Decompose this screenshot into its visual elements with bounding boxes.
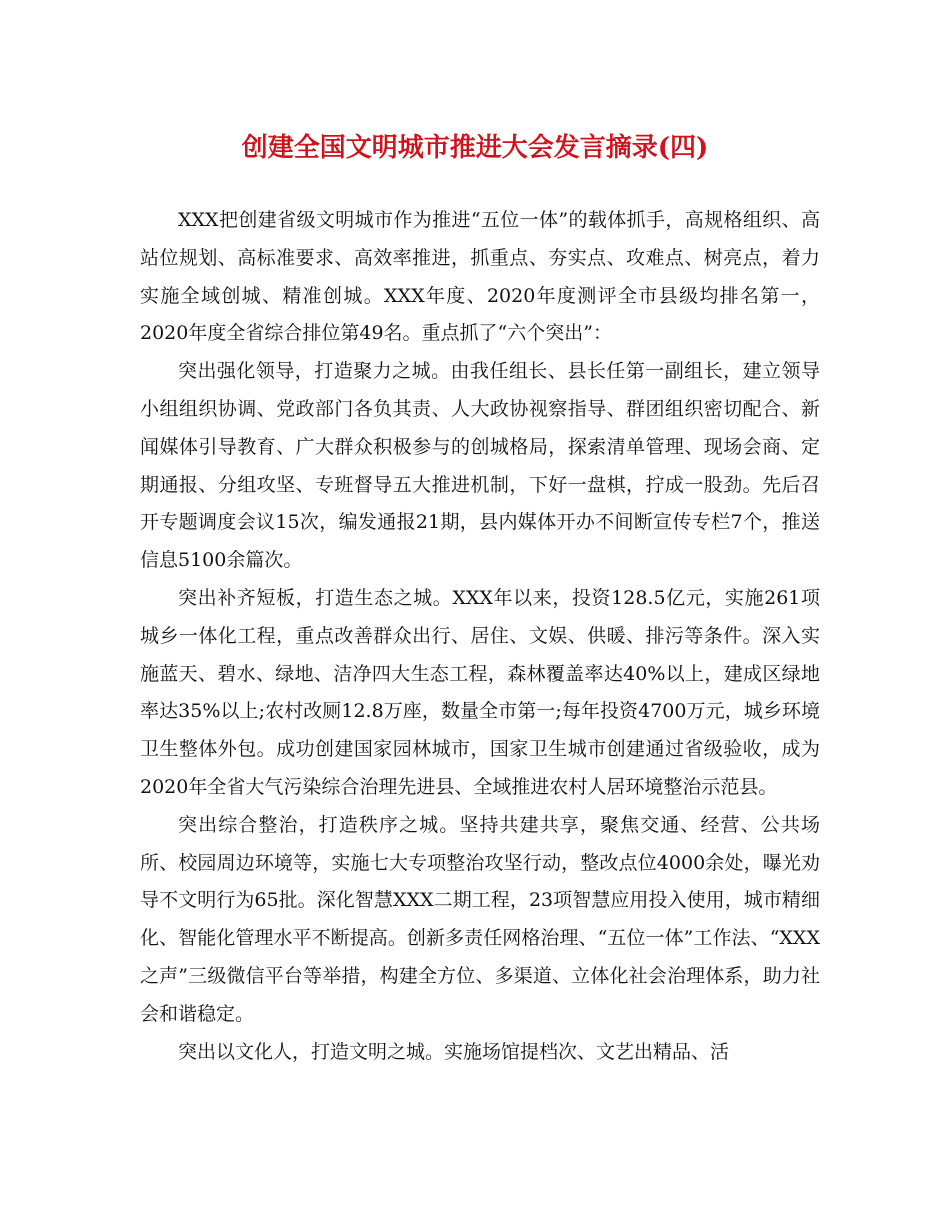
paragraph-intro: XXX把创建省级文明城市作为推进“五位一体”的载体抓手，高规格组织、高站位规划、高标准要求、高效率推进，抓重点、夯实点、攻难点、树亮点，着力实施全域创城、精准创城。XXX年度、2020年度测评全市县级均排名第一，2020年度全省综合排位第49名。重点抓了“六个突出”： (140, 209, 820, 345)
paragraph-ecology: 突出补齐短板，打造生态之城。XXX年以来，投资128.5亿元，实施261项城乡一体化工程，重点改善群众出行、居住、文娱、供暖、排污等条件。深入实施蓝天、碧水、绿地、洁净四大生态工程，森林覆盖率达40%以上，建成区绿地率达35%以上;农村改厕12.8万座，数量全市第一;每年投资4700万元，城乡环境卫生整体外包。成功创建国家园林城市，国家卫生城市创建通过省级验收，成为2020年全省大气污染综合治理先进县、全域推进农村人居环境整治示范县。 (140, 586, 820, 798)
document-body (140, 202, 820, 1071)
paragraph-order: 突出综合整治，打造秩序之城。坚持共建共享，聚焦交通、经营、公共场所、校园周边环境等，实施七大专项整治攻坚行动，整改点位4000余处，曝光劝导不文明行为65批。深化智慧XXX二期工程，23项智慧应用投入使用，城市精细化、智能化管理水平不断提高。创新多责任网格治理、“五位一体”工作法、“XXX之声”三级微信平台等举措，构建全方位、多渠道、立体化社会治理体系，助力社会和谐稳定。 (140, 813, 820, 1025)
paragraph-culture: 突出以文化人，打造文明之城。实施场馆提档次、文艺出精品、活 (178, 1040, 730, 1063)
document-title: 创建全国文明城市推进大会发言摘录(四) (241, 133, 709, 163)
paragraph-leadership: 突出强化领导，打造聚力之城。由我任组长、县长任第一副组长，建立领导小组组织协调、党政部门各负其责、人大政协视察指导、群团组织密切配合、新闻媒体引导教育、广大群众积极参与的创城格局，探索清单管理、现场会商、定期通报、分组攻坚、专班督导五大推进机制，下好一盘棋，拧成一股劲。先后召开专题调度会议15次，编发通报21期，县内媒体开办不间断宣传专栏7个，推送信息5100余篇次。 (140, 360, 820, 572)
